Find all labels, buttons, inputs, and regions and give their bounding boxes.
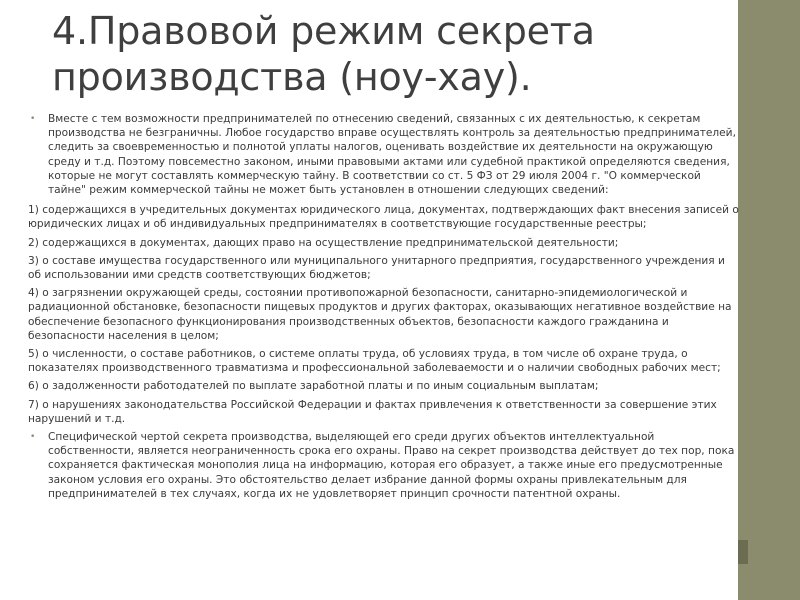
conclusion-text: Специфической чертой секрета производства, выделяющей его среди других объектов интеллектуальной собственности, является неограниченность срока его охраны. Право на секрет производства действует до тех пор, пока сохраняется фактическая монополия лица на информацию, которая его образует, а также иные его предусмотренные законом условия его охраны. Это обстоятельство делает избрание данной формы охраны привлекательным для предпринимателей в тех случаях, когда их не удовлетворяет принцип срочности патентной охраны.: [48, 431, 735, 500]
list-item-1: 1) содержащихся в учредительных документах юридического лица, документах, подтверждающих факт внесения записей о юридических лицах и об индивидуальных предпринимателях в соответствующие государственные реестры;: [28, 204, 739, 231]
list-item-2: 2) содержащихся в документах, дающих право на осуществление предпринимательской деятельности;: [28, 236, 619, 249]
conclusion-paragraph: [28, 430, 740, 501]
intro-paragraph: [28, 112, 740, 197]
side-decorative-stripe: [738, 0, 800, 600]
list-item-7: 7) о нарушениях законодательства Российской Федерации и фактах привлечения к ответственности за совершение этих нарушений и т.д.: [28, 398, 717, 425]
bullet-icon: •: [30, 432, 36, 443]
list-item-6: 6) о задолженности работодателей по выплате заработной платы и по иным социальным выплатам;: [28, 380, 599, 393]
bullet-icon: •: [30, 114, 36, 124]
list-item-3: 3) о составе имущества государственного или муниципального унитарного предприятия, государственного учреждения и об использовании ими средств соответствующих бюджетов;: [28, 254, 725, 282]
slide-body: [28, 112, 740, 600]
slide-title: 4.Правовой режим секрета производства (ноу-хау).: [52, 9, 595, 99]
list-item-4: 4) о загрязнении окружающей среды, состоянии противопожарной безопасности, санитарно-эпидемиологической и радиационной обстановке, безопасности пищевых продуктов и других факторах, оказывающих негативное воздействие на обеспечение безопасного функционирования производственных объектов, безопасности каждого гражданина и безопасности населения в целом;: [28, 287, 732, 342]
list-item-5: 5) о численности, о составе работников, о системе оплаты труда, об условиях труда, в том числе об охране труда, о показателях производственного травматизма и профессиональной заболеваемости и о наличии свободных рабочих мест;: [28, 348, 721, 375]
intro-text: Вместе с тем возможности предпринимателей по отнесению сведений, связанных с их деятельностью, к секретам производства не безграничны. Любое государство вправе осуществлять контроль за деятельностью предпринимателей, следить за своевременностью и полнотой уплаты налогов, оценивать воздействие их деятельности на окружающую среду и т.д. Поэтому повсеместно законом, иными правовыми актами или судебной практикой определяются сведения, которые не могут составлять коммерческую тайну. В соответствии со ст. 5 ФЗ от 29 июля 2004 г. "О коммерческой тайне" режим коммерческой тайны не может быть установлен в отношении следующих сведений:: [48, 113, 736, 197]
